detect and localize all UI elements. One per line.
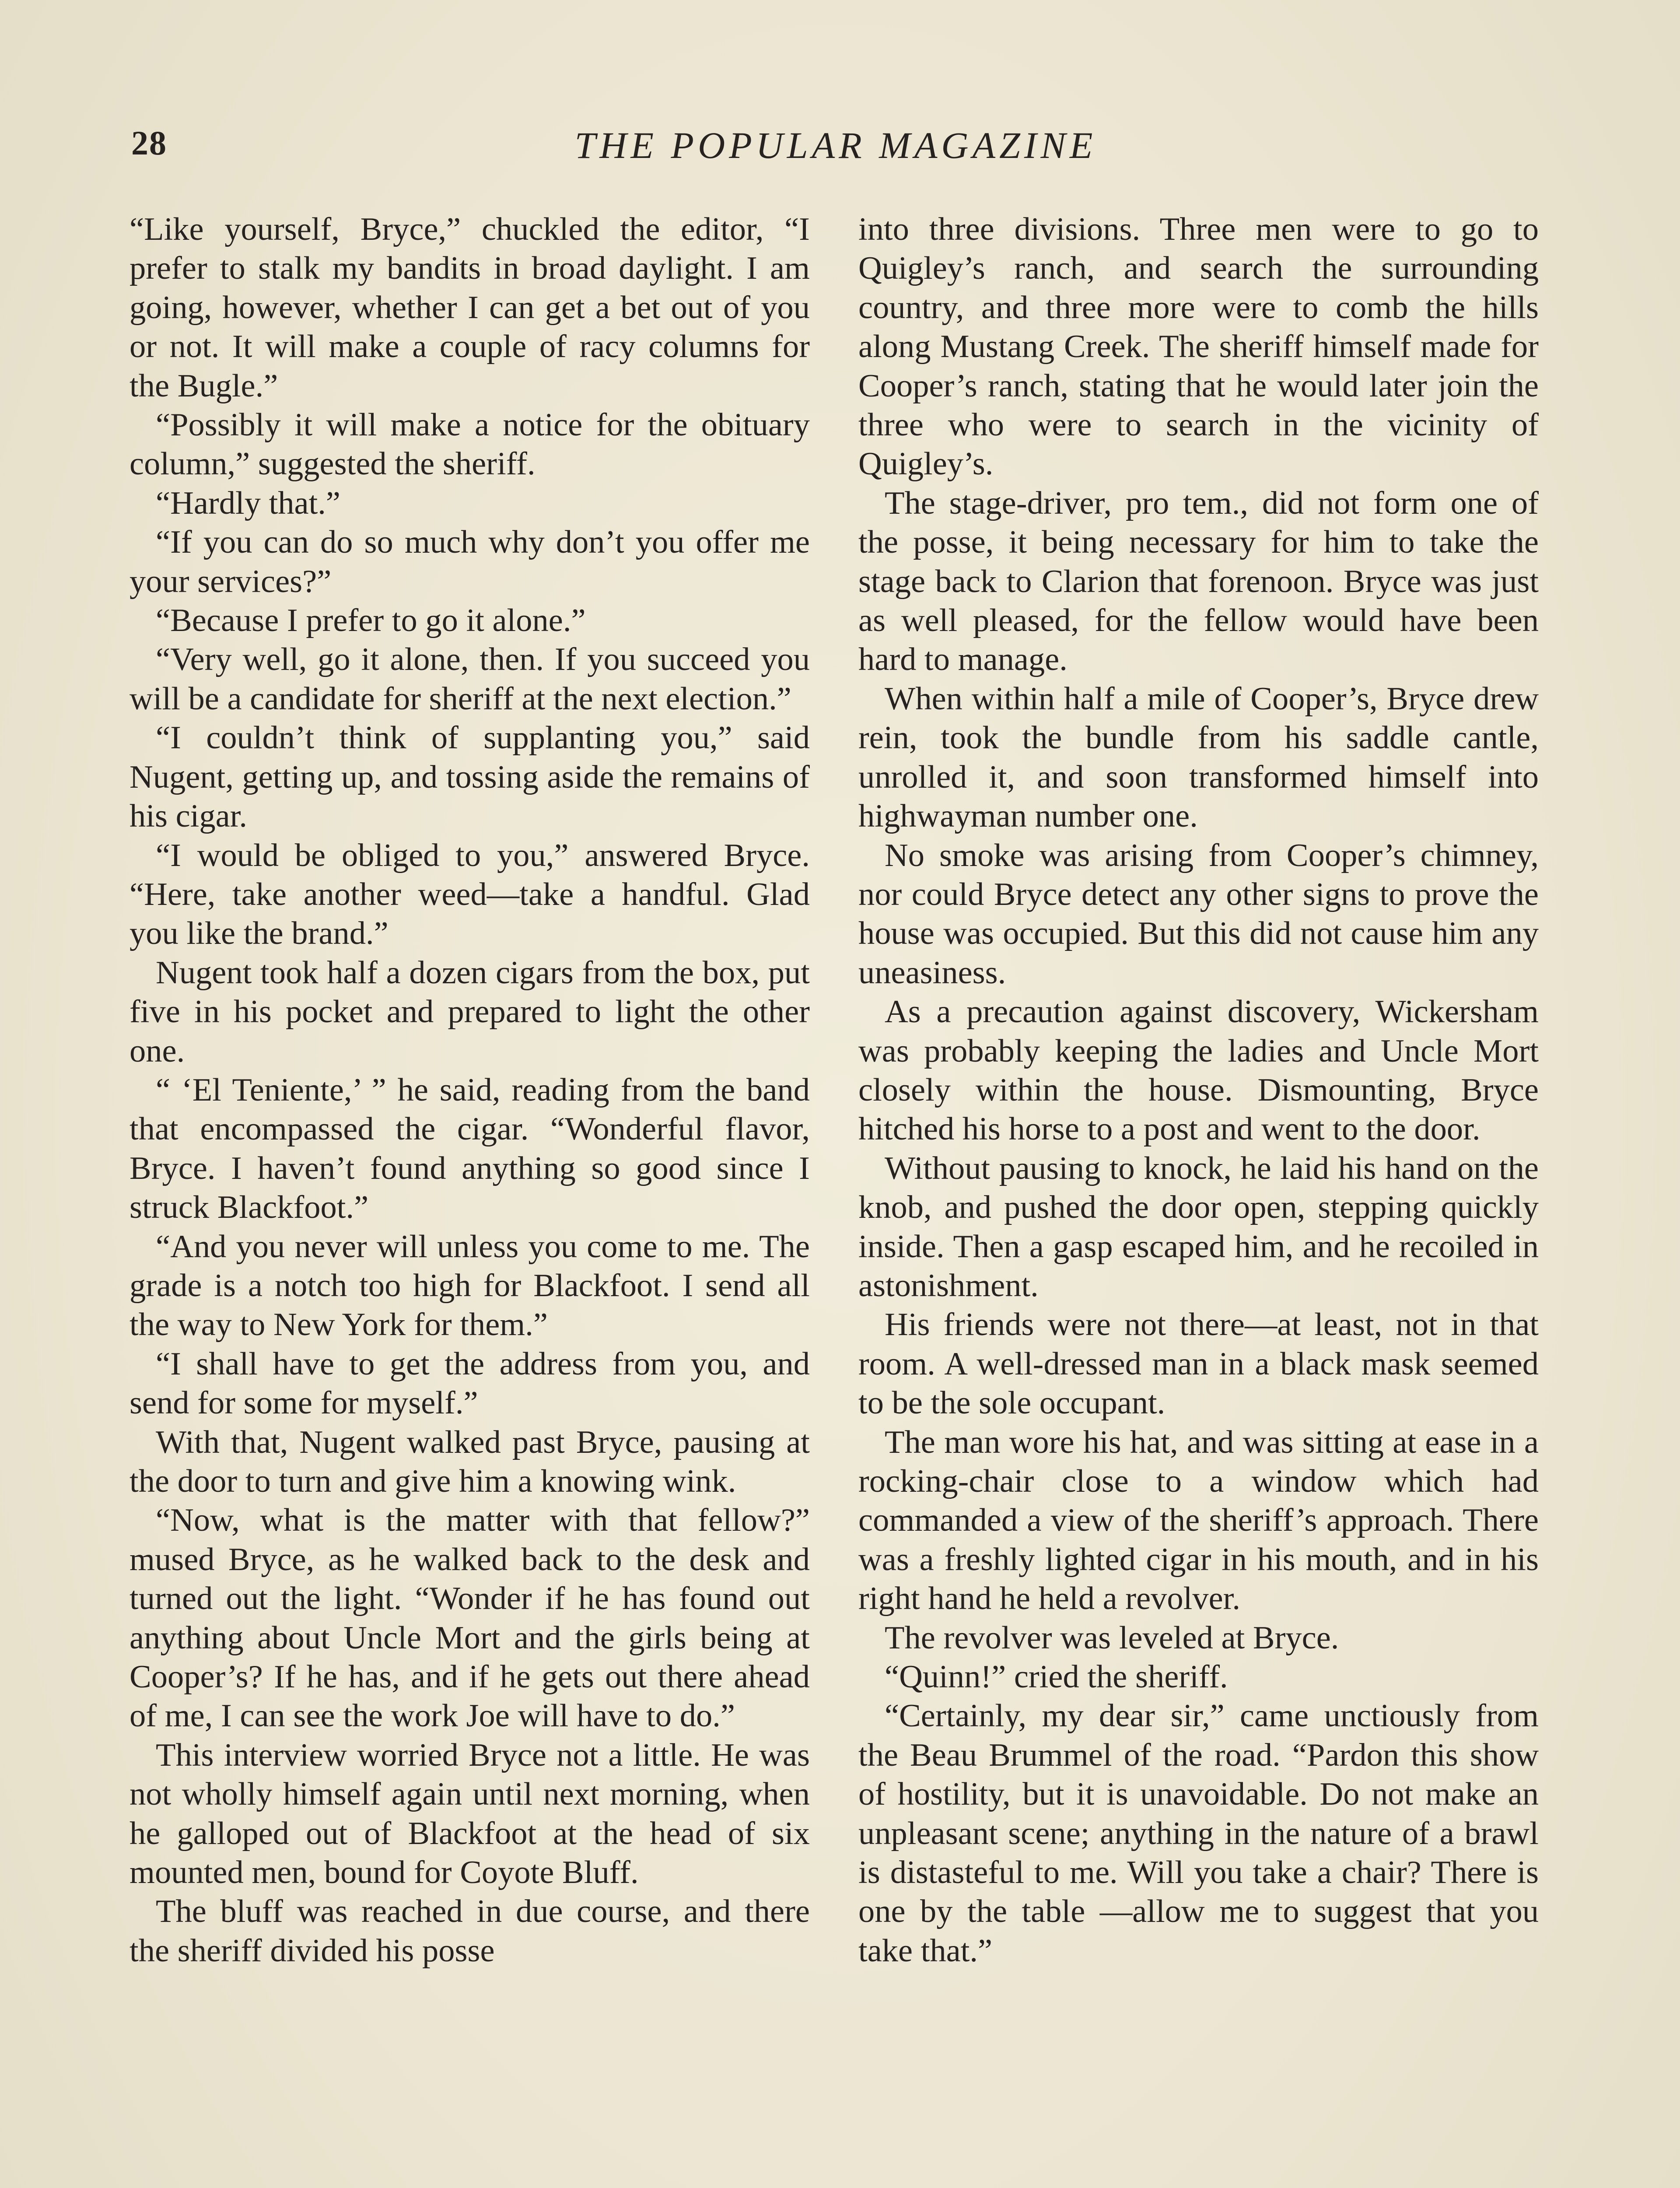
paragraph: “Possibly it will make a notice for the obituary column,” suggested the sheriff. (130, 407, 810, 482)
right-text-column (858, 210, 1539, 1971)
paragraph: “I would be obliged to you,” answered Bryce. “Here, take another weed—take a handful. Glad you like the brand.” (130, 837, 810, 952)
paragraph: “Certainly, my dear sir,” came unctiously from the Beau Brummel of the road. “Pardon this show of hostility, but it is unavoidable. Do not make an unpleasant scene; anything in the nature of a brawl is distasteful to me. Will you take a chair? There is one by the table —allow me to suggest that you take that.” (858, 1698, 1539, 1969)
paragraph: “Now, what is the matter with that fellow?” mused Bryce, as he walked back to the desk and turned out the light. “Wonder if he has found out anything about Uncle Mort and the girls being at Cooper’s? If he has, and if he gets out there ahead of me, I can see the work Joe will have to do.” (130, 1502, 810, 1734)
paragraph: No smoke was arising from Cooper’s chimney, nor could Bryce detect any other signs to prove the house was occupied. But this did not cause him any uneasiness. (858, 837, 1539, 991)
paragraph: The bluff was reached in due course, and there the sheriff divided his posse (130, 1893, 810, 1969)
paragraph: As a precaution against discovery, Wickersham was probably keeping the ladies and Uncle Mort closely within the house. Dismounting, Bryce hitched his horse to a post and went to the door. (858, 994, 1539, 1147)
left-text-column (130, 210, 810, 1971)
paragraph: “Very well, go it alone, then. If you succeed you will be a candidate for sheriff at the next election.” (130, 642, 810, 717)
paragraph: “I shall have to get the address from you, and send for some for myself.” (130, 1346, 810, 1421)
paragraph: His friends were not there—at least, not in that room. A well-dressed man in a black mask seemed to be the sole occupant. (858, 1307, 1539, 1421)
paragraph: “If you can do so much why don’t you offer me your services?” (130, 524, 810, 600)
paragraph: “Like yourself, Bryce,” chuckled the editor, “I prefer to stalk my bandits in broad daylight. I am going, however, whether I can get a bet out of you or not. It will make a couple of racy columns for the Bugle.” (130, 211, 810, 404)
paragraph: “I couldn’t think of supplanting you,” said Nugent, getting up, and tossing aside the remains of his cigar. (130, 720, 810, 835)
paragraph: into three divisions. Three men were to go to Quigley’s ranch, and search the surrounding country, and three more were to comb the hills along Mustang Creek. The sheriff himself made for Cooper’s ranch, stating that he would later join the three who were to search in the vicinity of Quigley’s. (858, 211, 1539, 482)
paragraph: “ ‘El Teniente,’ ” he said, reading from the band that encompassed the cigar. “Wonderful flavor, Bryce. I haven’t found anything so good since I struck Blackfoot.” (130, 1072, 810, 1226)
paragraph: The stage-driver, pro tem., did not form one of the posse, it being necessary for him to take the stage back to Clarion that forenoon. Bryce was just as well pleased, for the fellow would have been hard to manage. (858, 485, 1539, 678)
paragraph: “Hardly that.” (156, 485, 340, 521)
paragraph: “And you never will unless you come to me. The grade is a notch too high for Blackfoot. I send all the way to New York for them.” (130, 1228, 810, 1343)
magazine-title: THE POPULAR MAGAZINE (574, 124, 1097, 166)
paragraph: The revolver was leveled at Bryce. (885, 1620, 1339, 1656)
paragraph: “Because I prefer to go it alone.” (156, 603, 586, 639)
paragraph: Without pausing to knock, he laid his hand on the knob, and pushed the door open, stepping quickly inside. Then a gasp escaped him, and he recoiled in astonishment. (858, 1150, 1539, 1304)
page-number: 28 (131, 124, 167, 162)
paragraph: Nugent took half a dozen cigars from the box, put five in his pocket and prepared to light the other one. (130, 954, 810, 1069)
paragraph: The man wore his hat, and was sitting at ease in a rocking-chair close to a window which had commanded a view of the sheriff’s approach. There was a freshly lighted cigar in his mouth, and in his right hand he held a revolver. (858, 1424, 1539, 1617)
paragraph: When within half a mile of Cooper’s, Bryce drew rein, took the bundle from his saddle cantle, unrolled it, and soon transformed himself into highwayman number one. (858, 680, 1539, 835)
paragraph: With that, Nugent walked past Bryce, pausing at the door to turn and give him a knowing wink. (130, 1424, 810, 1499)
running-head (131, 119, 1540, 180)
paragraph: “Quinn!” cried the sheriff. (885, 1659, 1228, 1695)
paragraph: This interview worried Bryce not a little. He was not wholly himself again until next morning, when he galloped out of Blackfoot at the head of six mounted men, bound for Coyote Bluff. (130, 1737, 810, 1891)
